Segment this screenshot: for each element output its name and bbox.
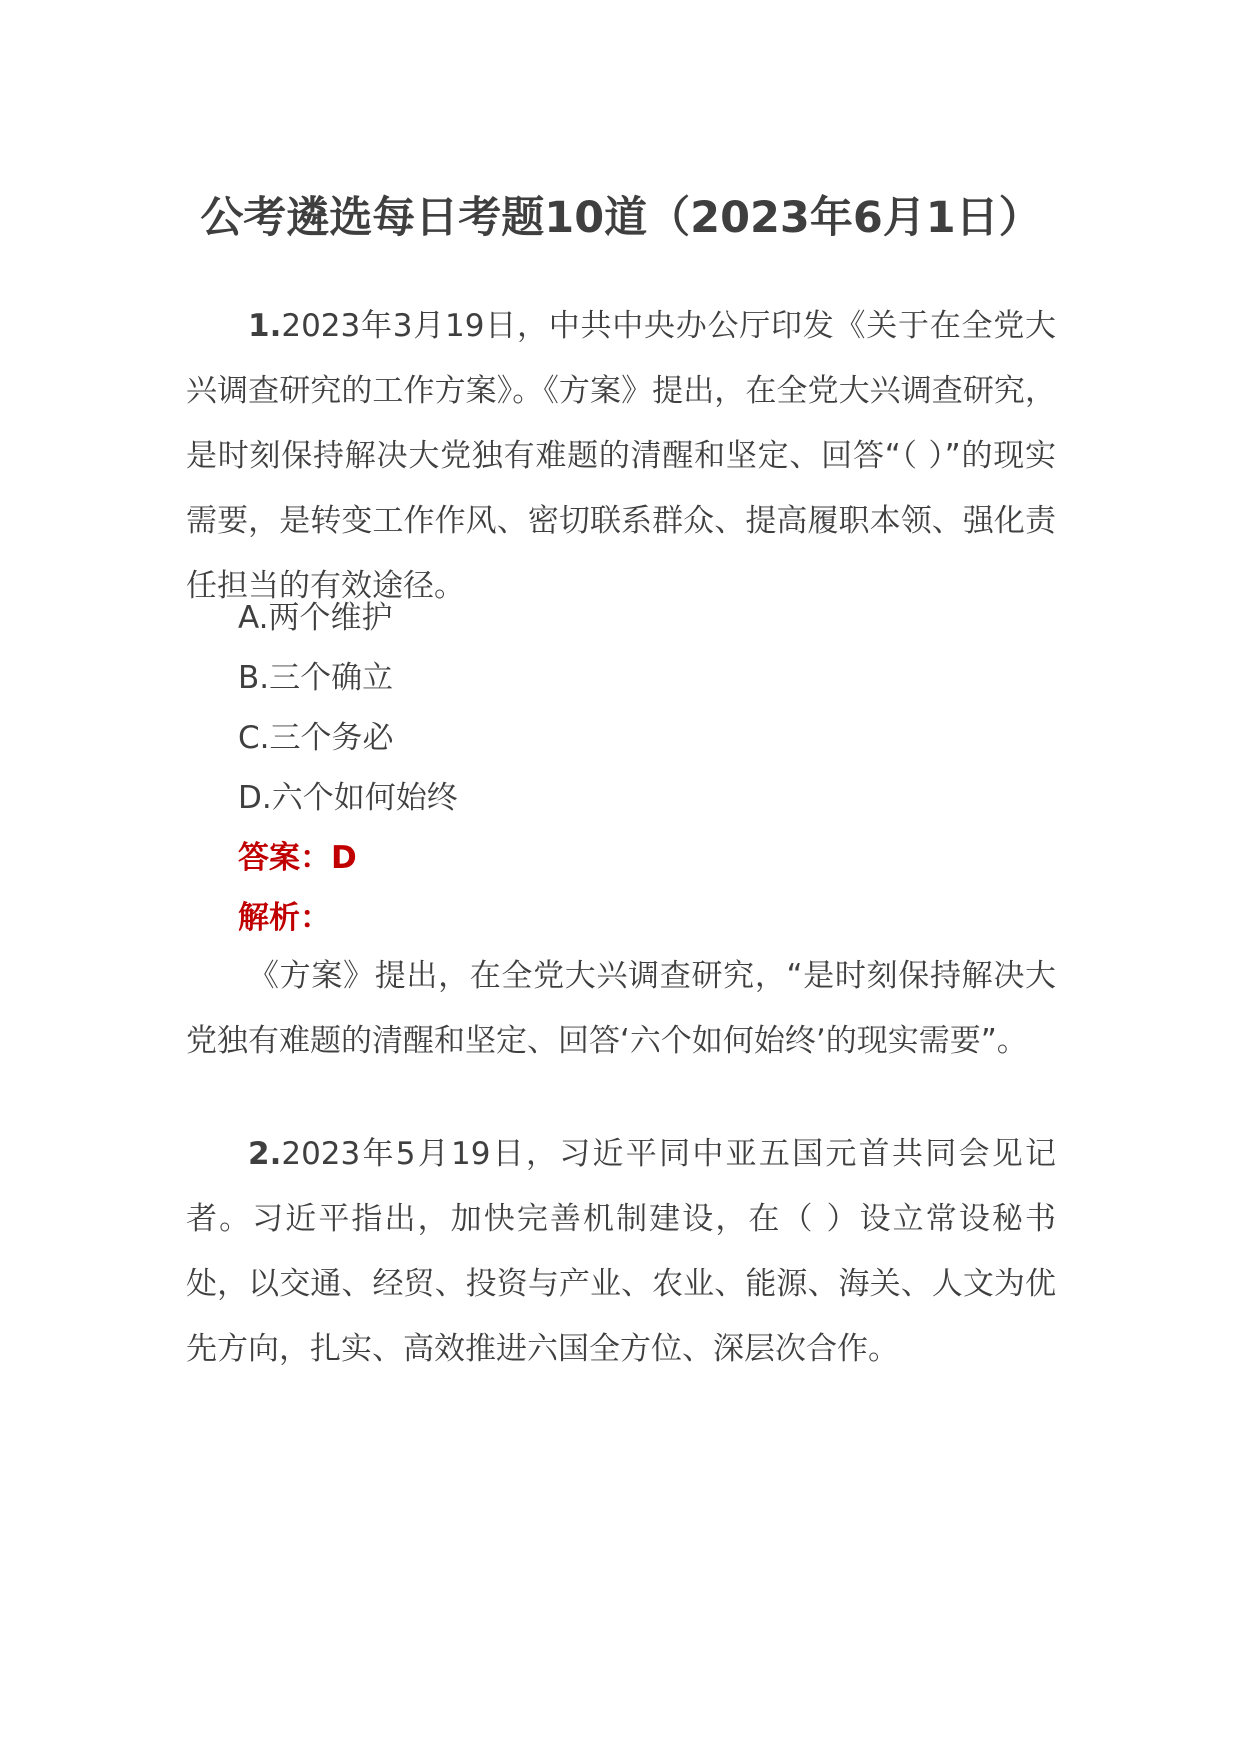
question-1-text: 2023年3月19日，中共中央办公厅印发《关于在全党大兴调查研究的工作方案》。《方案》提出，在全党大兴调查研究，是时刻保持解决大党独有难题的清醒和坚定、回答“（ ）”的现实需要，是转变工作作风、密切联系群众、提高履职本领、强化责任担当的有效途径。 [186,308,1056,604]
analysis-label: 解析： [238,900,331,936]
question-1 [186,294,1056,619]
option-a: A.两个维护 [238,600,393,636]
analysis-text: 《方案》提出，在全党大兴调查研究，“是时刻保持解决大党独有难题的清醒和坚定、回答‘六个如何始终’的现实需要”。 [186,958,1056,1059]
question-1-number: 1. [248,308,282,344]
option-b: B.三个确立 [238,660,394,696]
question-2-text: 2023年5月19日，习近平同中亚五国元首共同会见记者。习近平指出，加快完善机制建设，在（ ）设立常设秘书处，以交通、经贸、投资与产业、农业、能源、海关、人文为优先方向，扎实、高效推进六国全方位、深层次合作。 [186,1136,1056,1367]
question-2-number: 2. [248,1136,282,1172]
answer-label: 答案：D [238,840,357,876]
question-2 [186,1122,1056,1382]
option-c: C.三个务必 [238,720,394,756]
page-title: 公考遴选每日考题10道（2023年6月1日） [200,193,1042,243]
option-d: D.六个如何始终 [238,780,458,816]
